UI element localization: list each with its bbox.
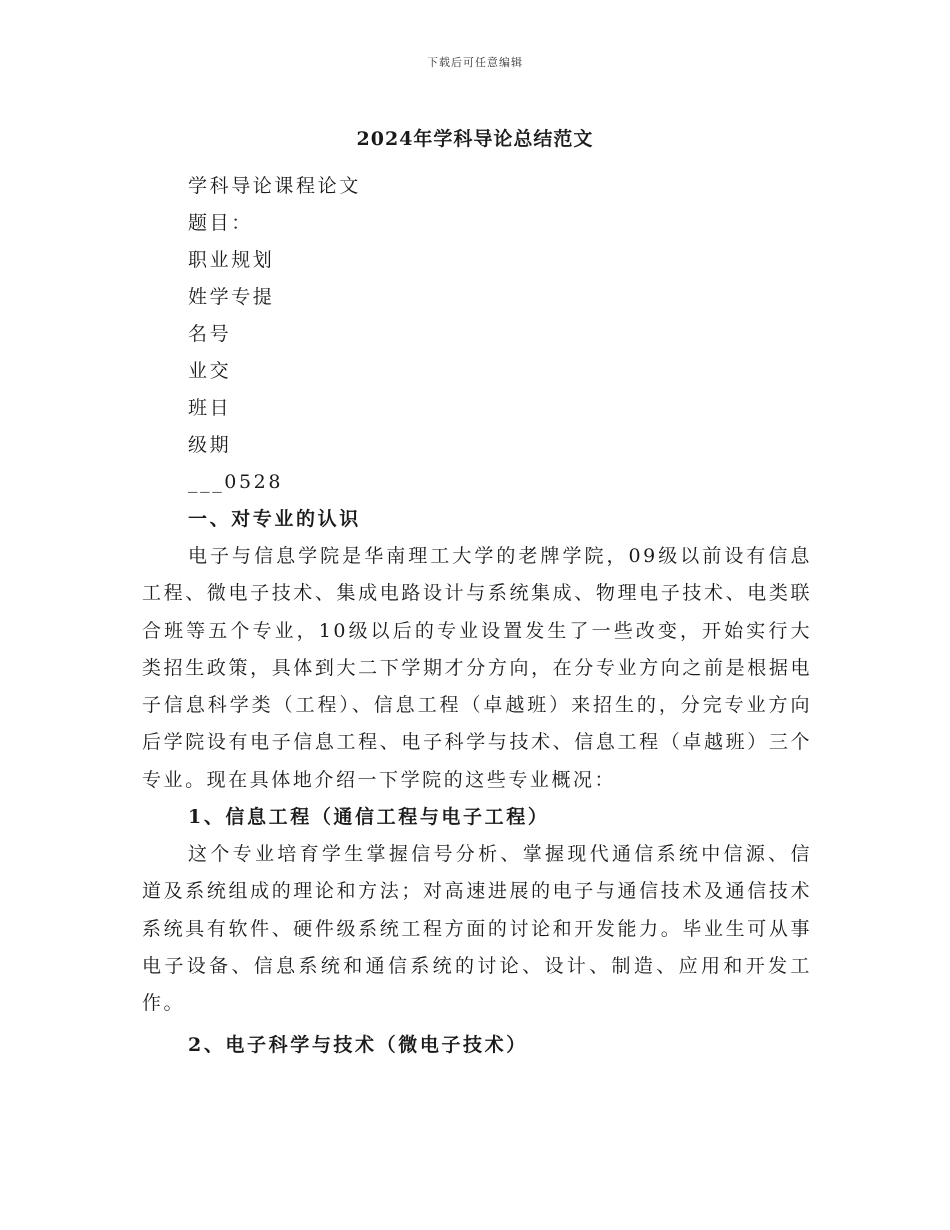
document-body xyxy=(142,168,812,1064)
cover-line: 级期 xyxy=(188,434,232,456)
header-note: 下载后可任意编辑 xyxy=(427,56,523,69)
subsection-paragraph: 这个专业培育学生掌握信号分析、掌握现代通信系统中信源、信道及系统组成的理论和方法；对高速进展的电子与通信技术及通信技术系统具有软件、硬件级系统工程方面的讨论和开发能力。毕业生可从事电子设备、信息系统和通信系统的讨论、设计、制造、应用和开发工作。 xyxy=(142,843,812,1015)
section-paragraph: 电子与信息学院是华南理工大学的老牌学院，09级以前设有信息工程、微电子技术、集成电路设计与系统集成、物理电子技术、电类联合班等五个专业，10级以后的专业设置发生了一些改变，开始实行大类招生政策，具体到大二下学期才分方向，在分专业方向之前是根据电子信息科学类（工程）、信息工程（卓越班）来招生的，分完专业方向后学院设有电子信息工程、电子科学与技术、信息工程（卓越班）三个专业。现在具体地介绍一下学院的这些专业概况： xyxy=(142,545,812,791)
cover-line: ___0528 xyxy=(188,471,284,493)
subsection-heading: 2、电子科学与技术（微电子技术） xyxy=(188,1033,528,1056)
cover-line: 职业规划 xyxy=(188,249,275,271)
cover-line: 姓学专提 xyxy=(188,286,275,308)
section-heading: 一、对专业的认识 xyxy=(188,508,361,530)
page-title: 2024年学科导论总结范文 xyxy=(356,128,594,150)
cover-line: 业交 xyxy=(188,360,232,382)
cover-line: 名号 xyxy=(188,323,232,345)
cover-line: 班日 xyxy=(188,397,232,419)
cover-line: 学科导论课程论文 xyxy=(188,175,361,197)
subsection-heading: 1、信息工程（通信工程与电子工程） xyxy=(188,806,550,829)
cover-line: 题目： xyxy=(188,212,253,234)
